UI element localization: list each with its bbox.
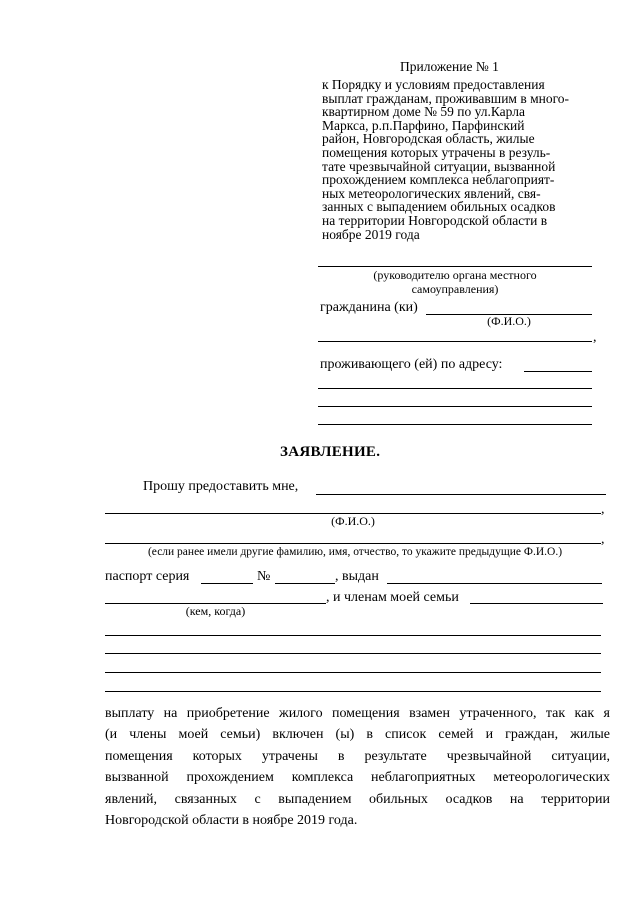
annex-line: район, Новгородская область, жилые [322, 131, 535, 147]
former-names-field[interactable] [105, 543, 601, 544]
annex-line: ноябре 2019 года [322, 226, 420, 242]
passport-series-label: паспорт серия [105, 569, 190, 584]
recipient-caption-1: (руководителю органа местного [373, 268, 537, 282]
annex-line: к Порядку и условиям предоставления [322, 77, 545, 92]
applicant-fio-caption: (Ф.И.О.) [331, 514, 375, 528]
recipient-caption-2: самоуправления) [411, 282, 499, 296]
family-members-line-3[interactable] [105, 653, 601, 654]
annex-line: выплат гражданам, проживавшим в много- [322, 90, 570, 106]
annex-line: квартирном доме № 59 по ул.Карла [322, 104, 525, 120]
comma: , [601, 532, 605, 547]
applicant-name-field[interactable] [316, 494, 606, 495]
citizen-name-field-cont[interactable] [318, 341, 592, 342]
annex-line: Маркса, р.п.Парфино, Парфинский [322, 117, 525, 133]
annex-line: прохождением комплекса неблагоприят- [322, 172, 555, 188]
comma: , [601, 502, 605, 517]
paragraph-line: явлений, связанных с выпадением обильных осадков на территории [105, 791, 610, 807]
family-members-field[interactable] [470, 603, 603, 604]
paragraph-line: (и члены моей семьи) включен (ы) в список семей и граждан, жилые [105, 727, 610, 743]
request-paragraph [105, 703, 610, 831]
issued-by-caption: (кем, когда) [185, 604, 246, 618]
recipient-field-line[interactable] [318, 266, 592, 267]
form-heading: ЗАЯВЛЕНИЕ. [280, 444, 381, 460]
issued-label: , выдан [335, 569, 379, 584]
passport-number-field[interactable] [275, 583, 335, 584]
paragraph-line: Новгородской области в ноябре 2019 года. [105, 813, 358, 829]
citizen-label: гражданина (ки) [320, 300, 418, 315]
address-field-line-2[interactable] [318, 388, 592, 389]
family-members-line-2[interactable] [105, 635, 601, 636]
request-label: Прошу предоставить мне, [143, 479, 299, 494]
annex-line: на территории Новгородской области в [322, 212, 548, 228]
address-field-line-4[interactable] [318, 424, 592, 425]
annex-line: ных метеорологических явлений, свя- [322, 185, 541, 201]
paragraph-line: помещения которых утрачены в результате чрезвычайной ситуации, [105, 748, 610, 764]
paragraph-line: выплату на приобретение жилого помещения взамен утраченного, так как я [105, 706, 610, 721]
family-members-line-4[interactable] [105, 672, 601, 673]
annex-line: помещения которых утрачены в резуль- [322, 144, 551, 160]
issued-by-field[interactable] [387, 583, 602, 584]
passport-series-field[interactable] [201, 583, 253, 584]
family-label: , и членам моей семьи [326, 590, 459, 605]
annex-line: тате чрезвычайной ситуации, вызванной [322, 158, 556, 174]
family-members-line-5[interactable] [105, 691, 601, 692]
annex-title: Приложение № 1 [400, 59, 499, 74]
paragraph-line: вызванной прохождением комплекса неблагоприятных метеорологических [105, 770, 610, 786]
citizen-fio-caption: (Ф.И.О.) [487, 314, 531, 328]
annex-line: занных с выпадением обильных осадков [322, 199, 556, 215]
annex-description [322, 78, 607, 241]
comma: , [593, 330, 597, 345]
passport-number-label: № [257, 569, 271, 584]
address-field[interactable] [524, 371, 592, 372]
address-field-line-3[interactable] [318, 406, 592, 407]
address-label: проживающего (ей) по адресу: [320, 357, 503, 372]
former-names-caption: (если ранее имели другие фамилию, имя, отчество, то укажите предыдущие Ф.И.О.) [147, 546, 563, 558]
